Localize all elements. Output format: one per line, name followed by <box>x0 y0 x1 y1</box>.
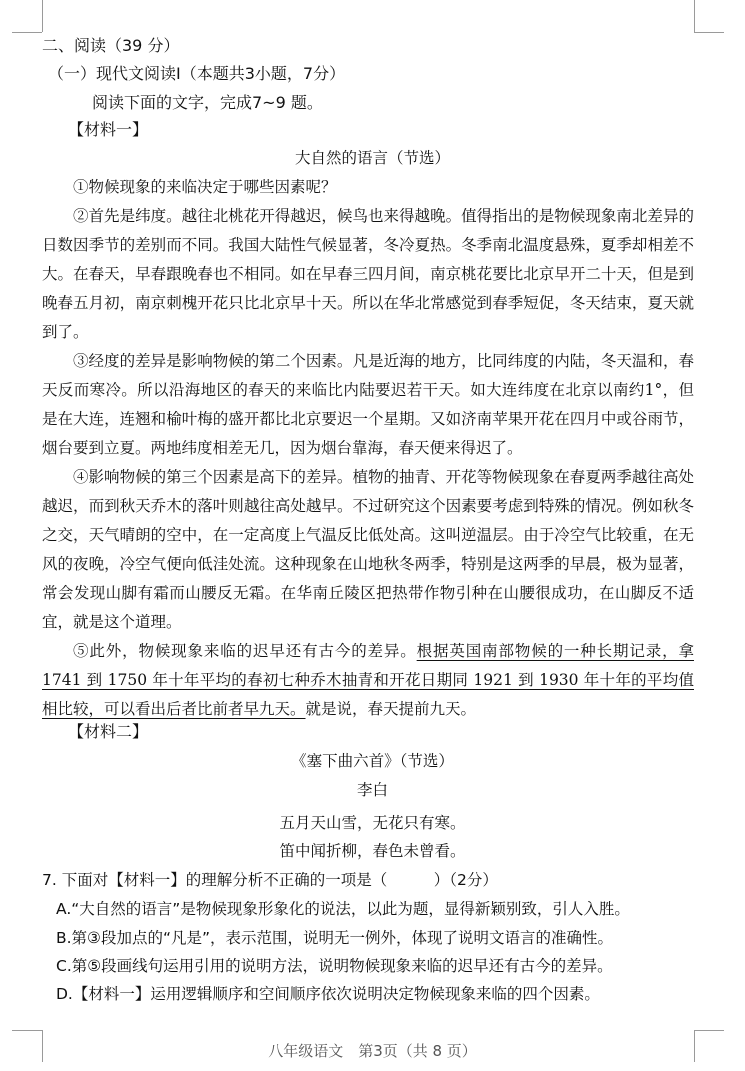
section-heading: 二、阅读（39 分） <box>42 36 180 55</box>
crop-mark-top-right-h <box>694 32 724 33</box>
paragraph-5 <box>42 637 694 724</box>
paragraph-5-tail: 就是说，春天提前九天。 <box>305 700 477 718</box>
question-7-stem: 7. 下面对【材料一】的理解分析不正确的一项是（ ）（2分） <box>42 871 498 889</box>
crop-mark-top-right-v <box>694 0 695 32</box>
material1-label: 【材料一】 <box>68 120 149 139</box>
reading-instruction: 阅读下面的文字，完成7~9 题。 <box>92 93 323 112</box>
poem-line-1: 五月天山雪，无花只有寒。 <box>279 814 466 832</box>
material1-body <box>42 173 694 724</box>
paragraph-5-lead: ⑤此外，物候现象来临的迟早还有古今的差异。 <box>73 642 417 660</box>
paragraph-4: ④影响物候的第三个因素是高下的差异。植物的抽青、开花等物候现象在春夏两季越往高处越迟，而到秋天乔木的落叶则越往高处越早。不过研究这个因素要考虑到特殊的情况。例如秋冬之交，天气晴朗的空中，在一定高度上气温反比低处高。这叫逆温层。由于冷空气比较重，在无风的夜晚，冷空气便向低洼处流。这种现象在山地秋冬两季，特别是这两季的早晨，极为显著，常会发现山脚有霜而山腰反无霜。在华南丘陵区把热带作物引种在山腰很成功，在山脚反不适宜，就是这个道理。 <box>42 468 694 631</box>
sub-heading: （一）现代文阅读Ⅰ（本题共3小题，7分） <box>48 64 346 83</box>
option-c: C.第⑤段画线句运用引用的说明方法，说明物候现象来临的迟早还有古今的差异。 <box>56 957 613 975</box>
crop-mark-bottom-right-h <box>694 1030 724 1031</box>
poem-author: 李白 <box>356 781 388 799</box>
poem-line-2: 笛中闻折柳，春色未曾看。 <box>279 842 466 860</box>
material2-label: 【材料二】 <box>68 722 149 741</box>
option-a: A.“大自然的语言”是物候现象形象化的说法，以此为题，显得新颖别致，引人入胜。 <box>56 900 630 918</box>
option-b: B.第③段加点的“凡是”，表示范围，说明无一例外，体现了说明文语言的准确性。 <box>56 929 614 947</box>
page-footer: 八年级语文 第3页（共 8 页） <box>268 1042 477 1060</box>
paragraph-1: ①物候现象的来临决定于哪些因素呢？ <box>73 178 337 196</box>
poem-title: 《塞下曲六首》（节选） <box>291 752 454 770</box>
paragraph-2: ②首先是纬度。越往北桃花开得越迟，候鸟也来得越晚。值得指出的是物候现象南北差异的日数因季节的差别而不同。我国大陆性气候显著，冬冷夏热。冬季南北温度悬殊，夏季却相差不大。在春天，早春跟晚春也不相同。如在早春三四月间，南京桃花要比北京早开二十天，但是到晚春五月初，南京刺槐开花只比北京早十天。所以在华北常感觉到春季短促，冬天结束，夏天就到了。 <box>42 207 694 341</box>
option-d: D.【材料一】运用逻辑顺序和空间顺序依次说明决定物候现象来临的四个因素。 <box>56 985 600 1003</box>
paragraph-3: ③经度的差异是影响物候的第二个因素。凡是近海的地方，比同纬度的内陆，冬天温和，春天反而寒冷。所以沿海地区的春天的来临比内陆要迟若干天。如大连纬度在北京以南约1°，但是在大连，连翘和榆叶梅的盛开都比北京要迟一个星期。又如济南苹果开花在四月中或谷雨节，烟台要到立夏。两地纬度相差无几，因为烟台靠海，春天便来得迟了。 <box>42 352 694 457</box>
material1-title: 大自然的语言（节选） <box>294 149 450 167</box>
crop-mark-top-left-v <box>42 0 43 32</box>
crop-mark-top-left-h <box>12 32 42 33</box>
crop-mark-bottom-left-h <box>12 1030 42 1031</box>
paragraph-5-underlined-sentence: 根据英国南部物候的一种长期记录，拿1741 到 1750 年十年平均的春初七种乔木抽青和开花日期同 1921 到 1930 年十年的平均值相比较，可以看出后者比前者早九天。 <box>42 642 694 718</box>
